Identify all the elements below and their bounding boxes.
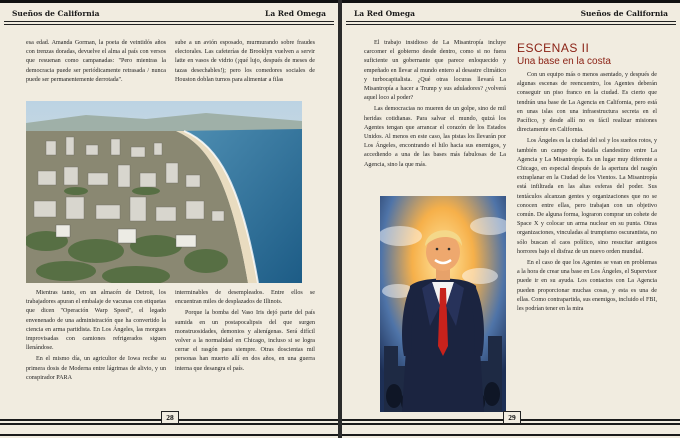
page-number: 29 <box>503 411 521 424</box>
coastal-city-illustration <box>26 101 302 283</box>
paragraph: Los Ángeles es la ciudad del sol y los sueños rotos, y también un campo de batalla clandestino entre La Agencia y La Misantropía. Es un lugar muy diferente a Chicago, en especial después de la apertura del rasgón extraplanar en la Ciudad de los Vientos. La Misantropía está infiltrada en las altas esferas del poder. Sus tentáculos alcanzan gentes y organizaciones que no se conocen entre ellas, pero trabajan con un objetivo común. De alguna forma, lograron comprar un cohete de Space X y colocar un arma nuclear en su punta. Otras organizaciones, vinculadas al trumpismo oscurantista, no sólo buscan el caos político, sino resucitar antiguos horrores bajo el disfraz de un nuevo orden mundial. <box>517 138 657 255</box>
scene-title: ESCENAS II <box>517 41 590 55</box>
header-left: La Red Omega <box>354 9 415 18</box>
footer-rule <box>342 434 680 436</box>
top-border <box>342 0 680 3</box>
paragraph: interminables de desempleados. Entre ellos se encuentran miles de desplazados de Illinois. <box>175 290 315 306</box>
column-left-bottom <box>26 289 166 385</box>
page-footer <box>342 408 680 438</box>
header-rule <box>4 21 334 22</box>
header-left: Sueños de California <box>12 9 100 18</box>
page-number: 28 <box>161 411 179 424</box>
paragraph: En el mismo día, un agricultor de Iowa recibe su primera dosis de Moderna entre lágrimas de alivio, y un conspirador PARA <box>26 356 166 381</box>
column-left-top <box>26 39 166 87</box>
column-right-top <box>175 39 315 87</box>
paragraph: Las democracias no mueren de un golpe, sino de mil heridas cotidianas. Para salvar el mundo, quizá los Agentes tengan que arrancar el corazón de los Estados Unidos. Al menos en este caso, las pistas los llevarán por Los Ángeles, encontrando el hilo hacia sus enemigos, y accediendo a una de las bases más fabulosas de La Agencia, sino la que más. <box>364 106 506 168</box>
left-page <box>0 0 338 438</box>
paragraph: Con un equipo más o menos asentado, y después de algunas escenas de reencuentro, los Agentes deberán conseguir un piso franco en la ciudad. Es cierto que tendrán una base de La Agencia en California, pero está en unas islas con una infraestructura secreta en el Pacífico, y desde allí no es fácil realizar misiones directamente en California. <box>517 72 657 134</box>
portrait-illustration <box>380 196 506 412</box>
paragraph: En el caso de que los Agentes se vean en problemas a la hora de crear una base en Los Ángeles, el Supervisor puede ir en su ayuda. Los contactos con La Agencia pueden proporcionar muchas cosas, y esta es una de ellas. Como contrapartida, sus enemigos, incluido el FBI, les podrían tener en la mira <box>517 260 657 313</box>
column-right-bottom <box>175 289 315 376</box>
page-header <box>350 9 672 20</box>
scene-subtitle: Una base en la costa <box>517 56 611 67</box>
paragraph: Mientras tanto, en un almacén de Detroit, los trabajadores apuran el embalaje de vacunas con etiquetas que dicen "Operación Warp Speed", el legado envenenado de una administración que ha convertido la ciencia en arma partidista. En Los Ángeles, las morgues improvisadas con camiones refrigerados siguen llenándose. <box>26 290 166 352</box>
paragraph: El trabajo insidioso de La Misantropía incluye carcomer el gobierno desde dentro, como si no fuera suficiente un gobernante que parece enloquecido y empeñado en llevar al mundo entero al desastre climático y turbocapitalista. ¿Qué otras locuras llevará La Misantropía a hacer a Trump y sus aduladores? ¿volverá aquel loco al poder? <box>364 40 506 102</box>
top-border <box>0 0 338 3</box>
paragraph: esa edad. Amanda Gorman, la poeta de veintidós años con trenzas doradas, devuelve el alma al país con versos que resuenan como campanadas: "Pero mientras la democracia puede ser periódicamente retrasada / nunca puede ser permanentemente derrotada". <box>26 40 166 83</box>
paragraph: Porque la bomba del Vaso Iris dejó parte del país sumida en un postapocalipsis del que surgen monstruosidades, demonios y alienígenas. Será difícil volver a la normalidad en Chicago, incluso si se logra cerrar el rasgón para siempre. Otras doscientas mil personas han muerto allí en dos años, en una guerra interna que desangra el país. <box>175 310 315 372</box>
politician-illustration <box>380 196 506 412</box>
coastal-city-image <box>26 101 302 283</box>
header-rule <box>4 24 334 25</box>
column-left <box>364 39 506 172</box>
right-page <box>342 0 680 438</box>
page-footer <box>0 408 338 438</box>
page-header <box>8 9 330 20</box>
header-rule <box>346 21 676 22</box>
paragraph: sube a un avión esposado, murmurando sobre fraudes electorales. Las cafeterías de Brooklyn vuelven a servir latte en vasos de vidrio (¡qué lujo, después de meses de tazas desechables!); pero los comedores sociales de Houston doblan turnos para alimentar a filas <box>175 40 315 83</box>
header-rule <box>346 24 676 25</box>
column-right <box>517 71 657 316</box>
footer-rule <box>0 434 338 436</box>
header-right: Sueños de California <box>580 9 668 18</box>
header-right: La Red Omega <box>265 9 326 18</box>
